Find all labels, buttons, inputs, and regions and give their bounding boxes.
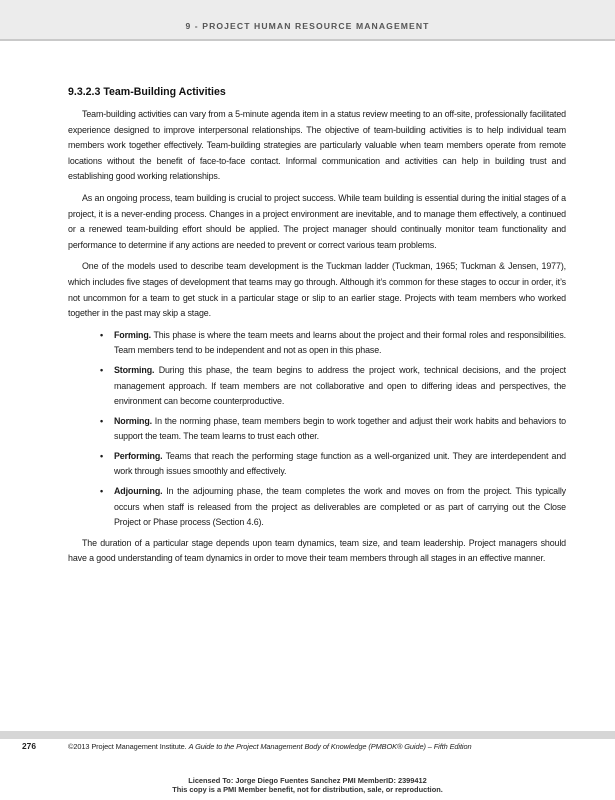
bullet-term: Forming. [114,329,152,340]
bullet-term: Norming. [114,415,152,426]
bullet-icon: • [100,486,104,497]
copyright-prefix: ©2013 Project Management Institute. [68,742,189,751]
bullet-icon: • [100,329,104,340]
stages-list [68,328,566,531]
copyright-title: A Guide to the Project Management Body of Knowledge (PMBOK® Guide) – Fifth Edition [188,742,472,751]
list-item-norming [68,414,566,445]
copyright-line [68,742,471,751]
license-notice [0,777,615,794]
paragraph-ongoing-process: As an ongoing process, team building is crucial to project success. While team building is essential during the initial stages of a project, it is a never-ending process. Changes in a project environment are inevitable, and to manage them effectively, a continued or a renewed team-building effort should be applied. The project manager should continually monitor team functionality and performance to determine if any actions are needed to prevent or correct various team problems. [68,192,566,250]
bullet-text: This phase is where the team meets and learns about the project and their formal roles and responsibilities. Team members tend to be independent and not as open in this phase. [114,329,566,356]
bullet-text: During this phase, the team begins to address the project work, technical decisions, and the project management approach. If team members are not collaborative and open to differing ideas and perspectives, the environment can become counterproductive. [114,364,566,407]
bullet-term: Adjourning. [114,486,163,497]
bullet-icon: • [100,364,104,375]
bullet-icon: • [100,415,104,426]
running-header [0,0,615,41]
bullet-text: In the norming phase, team members begin to work together and adjust their work habits and behaviors to support the team. The team learns to trust each other. [114,415,566,442]
list-item-storming [68,363,566,410]
bullet-term: Storming. [114,364,155,375]
running-header-title: 9 - PROJECT HUMAN RESOURCE MANAGEMENT [185,21,430,31]
paragraph-closing: The duration of a particular stage depends upon team dynamics, team size, and team leadership. Project managers should have a good understanding of team dynamics in order to move their team members through all stages in an effective manner. [68,537,566,564]
paragraph-tuckman-ladder: One of the models used to describe team development is the Tuckman ladder (Tuckman, 1965; Tuckman & Jensen, 1977), which includes five stages of development that teams may go through. Although it’s common for these stages to occur in order, it’s not uncommon for a team to get stuck in a particular stage or slip to an earlier stage. Projects with team members who worked together in the past may skip a stage. [68,261,566,319]
license-line-2: This copy is a PMI Member benefit, not for distribution, sale, or reproduction. [172,784,443,794]
section-heading: 9.3.2.3 Team-Building Activities [68,86,226,98]
paragraph-intro: Team-building activities can vary from a 5-minute agenda item in a status review meeting to an off-site, professionally facilitated experience designed to improve interpersonal relationships. The objective of team-building activities is to help individual team members work together effectively. Team-building strategies are particularly valuable when team members operate from remote locations without the benefit of face-to-face contact. Informal communication and activities can help in building trust and establishing good working relationships. [68,109,566,182]
footer-divider [0,731,615,739]
list-item-adjourning [68,484,566,531]
bullet-text: In the adjourning phase, the team completes the work and moves on from the project. This typically occurs when staff is released from the project as deliverables are completed or as part of carrying out the Close Project or Phase process (Section 4.6). [114,486,566,528]
page-number: 276 [22,741,36,751]
bullet-term: Performing. [114,450,163,461]
bullet-text: Teams that reach the performing stage function as a well-organized unit. They are interdependent and work through issues smoothly and effectively. [114,450,566,477]
license-line-1: Licensed To: Jorge Diego Fuentes Sanchez PMI MemberID: 2399412 [188,776,427,785]
list-item-forming [68,328,566,359]
list-item-performing [68,449,566,480]
bullet-icon: • [100,450,104,461]
page-content [68,86,566,573]
